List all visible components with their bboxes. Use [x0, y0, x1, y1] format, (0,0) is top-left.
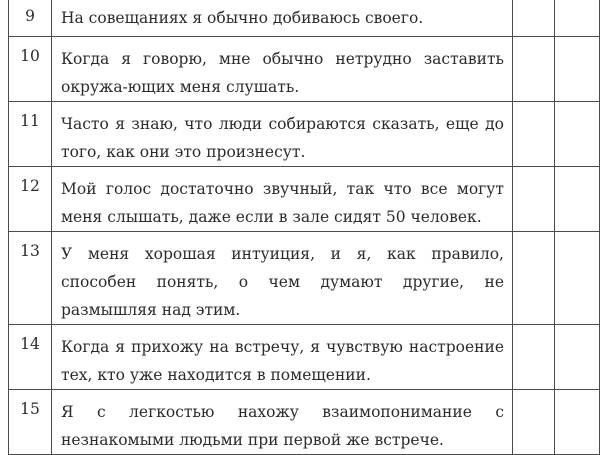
- row-number: 14: [20, 335, 40, 353]
- row-number: 12: [20, 177, 40, 195]
- answer-cell[interactable]: [513, 232, 555, 325]
- row-number-cell: [9, 325, 52, 390]
- table-row: [9, 37, 600, 102]
- score-cell[interactable]: [555, 37, 600, 102]
- statement-text: Часто я знаю, что люди собираются сказать, еще до того, как они это произнесут.: [61, 115, 504, 161]
- score-cell[interactable]: [555, 390, 600, 455]
- answer-cell[interactable]: [513, 325, 555, 390]
- row-number-cell: [9, 232, 52, 325]
- table-row: [9, 390, 600, 455]
- answer-cell[interactable]: [513, 102, 555, 167]
- answer-cell[interactable]: [513, 0, 555, 37]
- answer-cell[interactable]: [513, 390, 555, 455]
- statement-cell: [52, 37, 513, 102]
- score-cell[interactable]: [555, 325, 600, 390]
- row-number-cell: [9, 167, 52, 232]
- table-row: [9, 232, 600, 325]
- row-number: 10: [20, 47, 40, 65]
- statement-cell: [52, 232, 513, 325]
- row-number: 15: [20, 400, 40, 418]
- statement-text: Когда я говорю, мне обычно нетрудно заставить окружа-ющих меня слушать.: [61, 50, 504, 96]
- statement-text: Мой голос достаточно звучный, так что все могут меня слышать, даже если в зале сидят 50 человек.: [61, 180, 504, 226]
- score-cell[interactable]: [555, 0, 600, 37]
- answer-cell[interactable]: [513, 37, 555, 102]
- statement-cell: [52, 0, 513, 37]
- row-number-cell: [9, 102, 52, 167]
- score-cell[interactable]: [555, 167, 600, 232]
- row-number: 9: [25, 7, 35, 25]
- statement-text: У меня хорошая интуиция, и я, как правило, способен понять, о чем думают другие, не размышляя над этим.: [61, 245, 504, 319]
- row-number-cell: [9, 390, 52, 455]
- score-cell[interactable]: [555, 102, 600, 167]
- score-cell[interactable]: [555, 232, 600, 325]
- row-number-cell: [9, 37, 52, 102]
- table-row: [9, 102, 600, 167]
- questionnaire-table: [8, 0, 600, 455]
- questionnaire-body: [9, 0, 600, 455]
- statement-text: На совещаниях я обычно добиваюсь своего.: [61, 9, 424, 27]
- statement-cell: [52, 167, 513, 232]
- table-row: [9, 325, 600, 390]
- table-row: [9, 167, 600, 232]
- row-number-cell: [9, 0, 52, 37]
- row-number: 13: [20, 242, 40, 260]
- answer-cell[interactable]: [513, 167, 555, 232]
- statement-text: Я с легкостью нахожу взаимопонимание с незнакомыми людьми при первой же встрече.: [61, 403, 504, 449]
- statement-cell: [52, 325, 513, 390]
- row-number: 11: [20, 112, 40, 130]
- statement-cell: [52, 102, 513, 167]
- statement-text: Когда я прихожу на встречу, я чувствую настроение тех, кто уже находится в помещении.: [61, 338, 504, 384]
- statement-cell: [52, 390, 513, 455]
- table-row: [9, 0, 600, 37]
